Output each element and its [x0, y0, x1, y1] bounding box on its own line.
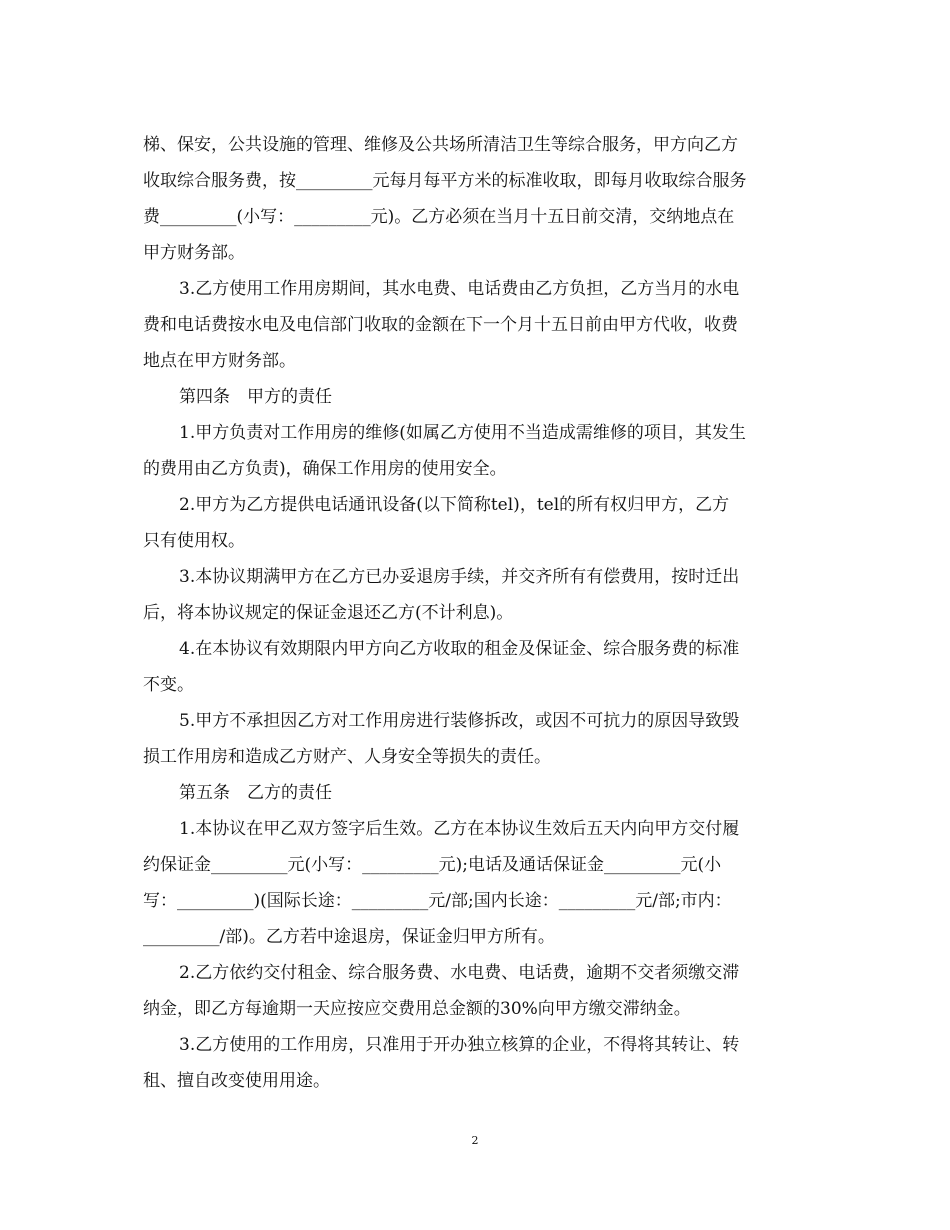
text-line: 损工作用房和造成乙方财产、人身安全等损失的责任。 — [143, 747, 551, 767]
text-line: 2.乙方依约交付租金、综合服务费、水电费、电话费，逾期不交者须缴交滞 — [179, 963, 740, 983]
text-line: 写：_________)(国际长途：_________元/部;国内长途：_________元/部;市内： — [143, 891, 732, 911]
section-heading: 第五条 乙方的责任 — [179, 783, 332, 803]
text-line: 纳金，即乙方每逾期一天应按应交费用总金额的30%向甲方缴交滞纳金。 — [143, 999, 691, 1019]
text-line: 3.乙方使用工作用房期间，其水电费、电话费由乙方负担，乙方当月的水电 — [179, 279, 740, 299]
text-line: 3.乙方使用的工作用房，只准用于开办独立核算的企业，不得将其转让、转 — [179, 1035, 740, 1055]
text-line: 费_________(小写：_________元)。乙方必须在当月十五日前交清，交纳地点在 — [143, 207, 735, 227]
text-line: _________/部)。乙方若中途退房，保证金归甲方所有。 — [143, 927, 555, 947]
text-line: 4.在本协议有效期限内甲方向乙方收取的租金及保证金、综合服务费的标准 — [179, 639, 740, 659]
text-line: 不变。 — [143, 675, 194, 695]
text-line: 租、擅自改变使用用途。 — [143, 1071, 330, 1091]
text-line: 约保证金_________元(小写：_________元);电话及通话保证金_________元(小 — [143, 855, 722, 875]
text-line: 1.甲方负责对工作用房的维修(如属乙方使用不当造成需维修的项目，其发生 — [179, 423, 746, 443]
text-line: 3.本协议期满甲方在乙方已办妥退房手续，并交齐所有有偿费用，按时迁出 — [179, 567, 740, 587]
text-line: 的费用由乙方负责)，确保工作用房的使用安全。 — [143, 459, 507, 479]
text-line: 2.甲方为乙方提供电话通讯设备(以下简称tel)，tel的所有权归甲方，乙方 — [179, 495, 730, 515]
text-line: 收取综合服务费，按_________元每月每平方米的标准收取，即每月收取综合服务 — [143, 171, 747, 191]
section-heading: 第四条 甲方的责任 — [179, 387, 332, 407]
text-line: 1.本协议在甲乙双方签字后生效。乙方在本协议生效后五天内向甲方交付履 — [179, 819, 740, 839]
text-line: 梯、保安，公共设施的管理、维修及公共场所清洁卫生等综合服务，甲方向乙方 — [143, 135, 738, 155]
text-line: 只有使用权。 — [143, 531, 245, 551]
page-number: 2 — [471, 1134, 479, 1147]
text-line: 甲方财务部。 — [143, 243, 245, 263]
document-body — [143, 127, 808, 1099]
text-line: 后，将本协议规定的保证金退还乙方(不计利息)。 — [143, 603, 514, 623]
text-line: 5.甲方不承担因乙方对工作用房进行装修拆改，或因不可抗力的原因导致毁 — [179, 711, 740, 731]
text-line: 地点在甲方财务部。 — [143, 351, 296, 371]
text-line: 费和电话费按水电及电信部门收取的金额在下一个月十五日前由甲方代收，收费 — [143, 315, 738, 335]
